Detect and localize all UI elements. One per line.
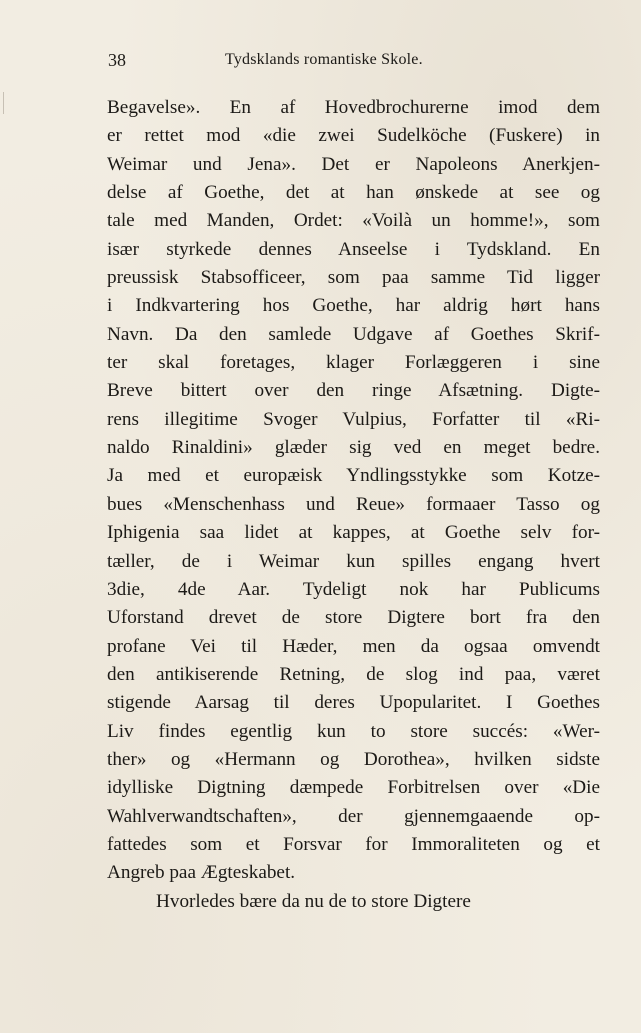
text-line: Breve bittert over den ringe Afsætning. Digte- <box>107 380 600 402</box>
text-line: 3die, 4de Aar. Tydeligt nok har Publicums <box>107 578 600 600</box>
text-line: den antikiserende Retning, de slog ind paa, været <box>107 663 600 685</box>
text-line: især styrkede dennes Anseelse i Tydskland. En <box>107 238 600 260</box>
text-line: tale med Manden, Ordet: «Voilà un homme!», som <box>107 210 600 232</box>
text-line: Navn. Da den samlede Udgave af Goethes Skrif- <box>107 323 600 345</box>
text-line: Iphigenia saa lidet at kappes, at Goethe selv for- <box>107 522 600 544</box>
paragraph-end-line: Angreb paa Ægteskabet. <box>107 862 296 884</box>
text-line: i Indkvartering hos Goethe, har aldrig hørt hans <box>107 295 600 317</box>
text-line: stigende Aarsag til deres Upopularitet. I Goethes <box>107 692 600 714</box>
text-line: idylliske Digtning dæmpede Forbitrelsen over «Die <box>107 777 600 799</box>
text-line: profane Vei til Hæder, men da ogsaa omvendt <box>107 635 600 657</box>
text-line: Begavelse». En af Hovedbrochurerne imod dem <box>107 97 600 118</box>
text-line: tæller, de i Weimar kun spilles engang hvert <box>107 550 600 572</box>
text-line: ter skal foretages, klager Forlæggeren i sine <box>107 352 600 374</box>
text-line: Uforstand drevet de store Digtere bort fra den <box>107 607 600 629</box>
text-line: Liv findes egentlig kun to store succés: «Wer- <box>107 720 600 742</box>
paragraph-start-line: Hvorledes bære da nu de to store Digtere <box>156 890 471 912</box>
page-edge-mark <box>3 92 4 114</box>
text-line: bues «Menschenhass und Reue» formaaer Tasso og <box>107 493 600 515</box>
text-line: Wahlverwandtschaften», der gjennemgaaende op- <box>107 805 600 827</box>
text-line: rens illegitime Svoger Vulpius, Forfatter til «Ri- <box>107 408 600 430</box>
running-head <box>108 50 602 74</box>
text-line: Ja med et europæisk Yndlingsstykke som Kotze- <box>107 465 600 487</box>
text-line: ther» og «Hermann og Dorothea», hvilken sidste <box>107 748 600 770</box>
body-text <box>107 94 600 916</box>
text-line: preussisk Stabsofficeer, som paa samme Tid ligger <box>107 267 600 289</box>
text-line: fattedes som et Forsvar for Immoraliteten og et <box>107 833 600 855</box>
page-number: 38 <box>108 50 126 70</box>
running-title: Tydsklands romantiske Skole. <box>225 51 423 68</box>
text-line: er rettet mod «die zwei Sudelköche (Fuskere) in <box>107 125 600 147</box>
text-line: Weimar und Jena». Det er Napoleons Anerkjen- <box>107 153 600 175</box>
text-line: delse af Goethe, det at han ønskede at see og <box>107 182 600 204</box>
text-line: naldo Rinaldini» glæder sig ved en meget bedre. <box>107 437 600 459</box>
